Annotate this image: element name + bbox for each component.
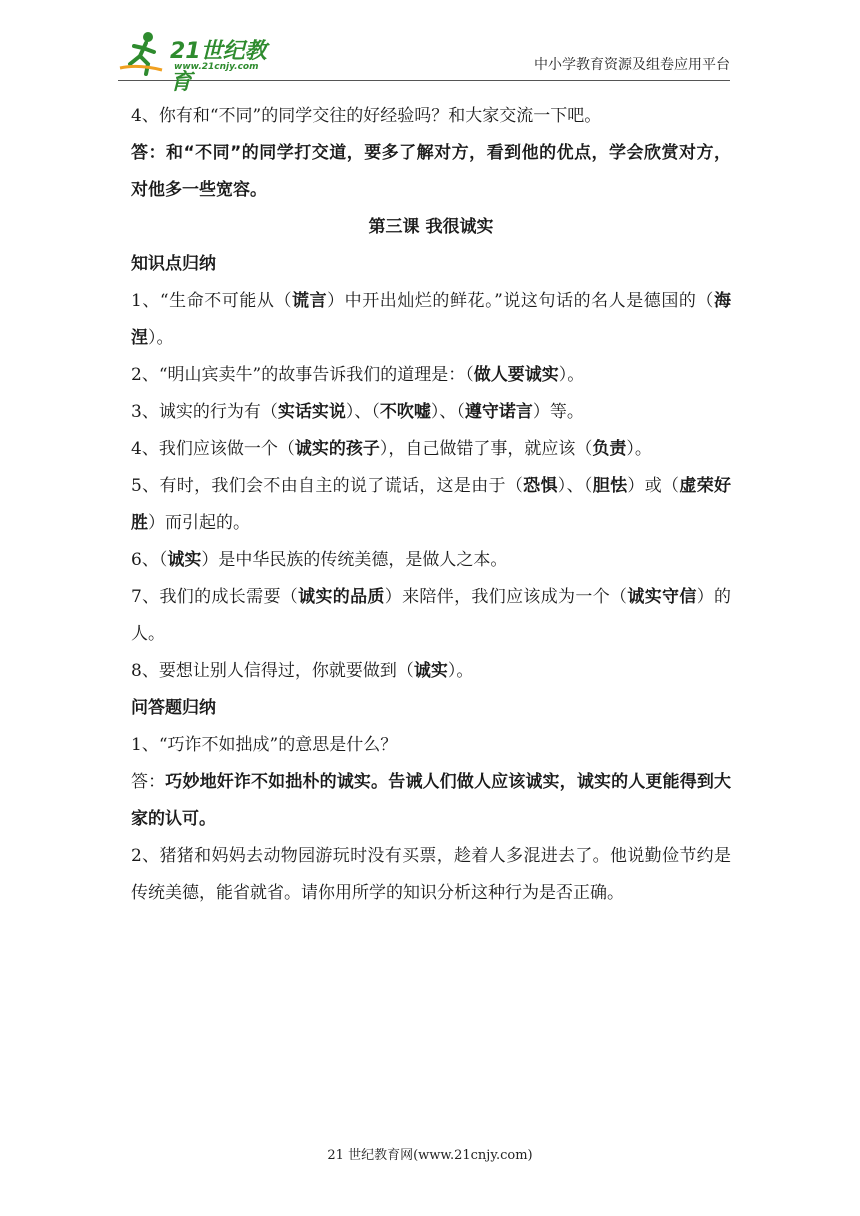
answer-segment: 虚荣好胜: [131, 476, 732, 533]
page-footer: 21 世纪教育网(www.21cnjy.com): [327, 1148, 533, 1163]
answer-text: 巧妙地奸诈不如拙朴的诚实。告诫人们做人应该诚实，诚实的人更能得到大家的认可。: [131, 772, 732, 829]
lesson-title: 第三课 我很诚实: [368, 217, 494, 237]
answer-segment: 负责: [592, 439, 627, 459]
answer-segment: 诚实的品质: [298, 587, 385, 607]
site-logo: [118, 28, 288, 95]
answer-segment: 诚实的孩子: [294, 439, 380, 459]
answer-segment: 不吹嘘: [379, 402, 431, 422]
text-segment: ）、（: [430, 402, 465, 422]
text-segment: ）中开出灿烂的鲜花。”说这句话的名人是德国的（: [327, 291, 714, 311]
answer-segment: 遵守诺言: [464, 402, 533, 422]
text-segment: ）。: [626, 439, 652, 459]
answer-segment: 海涅: [131, 291, 731, 348]
text-segment: ）。: [447, 661, 474, 681]
logo-text: 21世纪教育: [170, 39, 267, 95]
question-4: 4、你有和“不同”的同学交往的好经验吗？和大家交流一下吧。: [131, 106, 602, 126]
text-segment: ）或（: [627, 476, 680, 496]
knowledge-item-8: [131, 653, 731, 690]
text-segment: 4、我们应该做一个（: [131, 439, 295, 459]
text-segment: ）等。: [532, 402, 584, 422]
text-segment: ）而引起的。: [148, 513, 250, 533]
text-segment: 3、诚实的行为有（: [131, 402, 278, 422]
knowledge-item-7: [131, 579, 731, 653]
text-segment: 1、“生命不可能从（: [131, 291, 293, 311]
knowledge-item-2: [131, 357, 731, 394]
text-segment: 6、（: [131, 550, 168, 570]
text-segment: 8、要想让别人信得过，你就要做到（: [131, 661, 414, 681]
knowledge-item-1: [131, 283, 731, 357]
qa-heading: 问答题归纳: [131, 698, 216, 718]
answer-segment: 做人要诚实: [473, 365, 559, 385]
text-segment: ）是中华民族的传统美德，是做人之本。: [201, 550, 508, 570]
answer-segment: 谎言: [292, 291, 328, 311]
text-segment: ）、（: [345, 402, 380, 422]
platform-name: 中小学教育资源及组卷应用平台: [534, 57, 730, 73]
runner-icon: [118, 28, 174, 76]
page-header: [118, 28, 730, 95]
qa-question-2: 2、猪猪和妈妈去动物园游玩时没有买票，趁着人多混进去了。他说勤俭节约是传统美德，能省就省。请你用所学的知识分析这种行为是否正确。: [131, 846, 731, 903]
qa-question-1: 1、“巧诈不如拙成”的意思是什么？: [131, 735, 398, 755]
text-segment: ）来陪伴，我们应该成为一个（: [384, 587, 628, 607]
answer-4: 答：和“不同”的同学打交道，要多了解对方，看到他的优点，学会欣赏对方，对他多一些宽容。: [131, 143, 731, 200]
knowledge-item-6: [131, 542, 731, 579]
answer-segment: 恐惧: [523, 476, 558, 496]
text-segment: ）。: [148, 328, 174, 348]
text-segment: ），自己做错了事，就应该（: [379, 439, 593, 459]
knowledge-item-5: [131, 468, 731, 542]
text-segment: ）、（: [557, 476, 593, 496]
answer-segment: 胆怯: [592, 476, 628, 496]
document-body: [131, 98, 731, 912]
knowledge-heading: 知识点归纳: [131, 254, 216, 274]
knowledge-item-4: [131, 431, 731, 468]
knowledge-item-3: [131, 394, 731, 431]
text-segment: ）。: [558, 365, 585, 385]
answer-segment: 诚实: [413, 661, 448, 681]
answer-segment: 诚实: [167, 550, 202, 570]
text-segment: 7、我们的成长需要（: [131, 587, 299, 607]
answer-segment: 实话实说: [277, 402, 346, 422]
text-segment: 5、有时，我们会不由自主的说了谎话，这是由于（: [131, 476, 524, 496]
answer-segment: 诚实守信: [627, 587, 697, 607]
logo-url: www.21cnjy.com: [174, 62, 259, 72]
answer-prefix: 答：: [131, 772, 166, 792]
text-segment: ）的人。: [131, 587, 732, 644]
text-segment: 2、“明山宾卖牛”的故事告诉我们的道理是：（: [131, 365, 474, 385]
qa-answer-1: [131, 764, 731, 838]
